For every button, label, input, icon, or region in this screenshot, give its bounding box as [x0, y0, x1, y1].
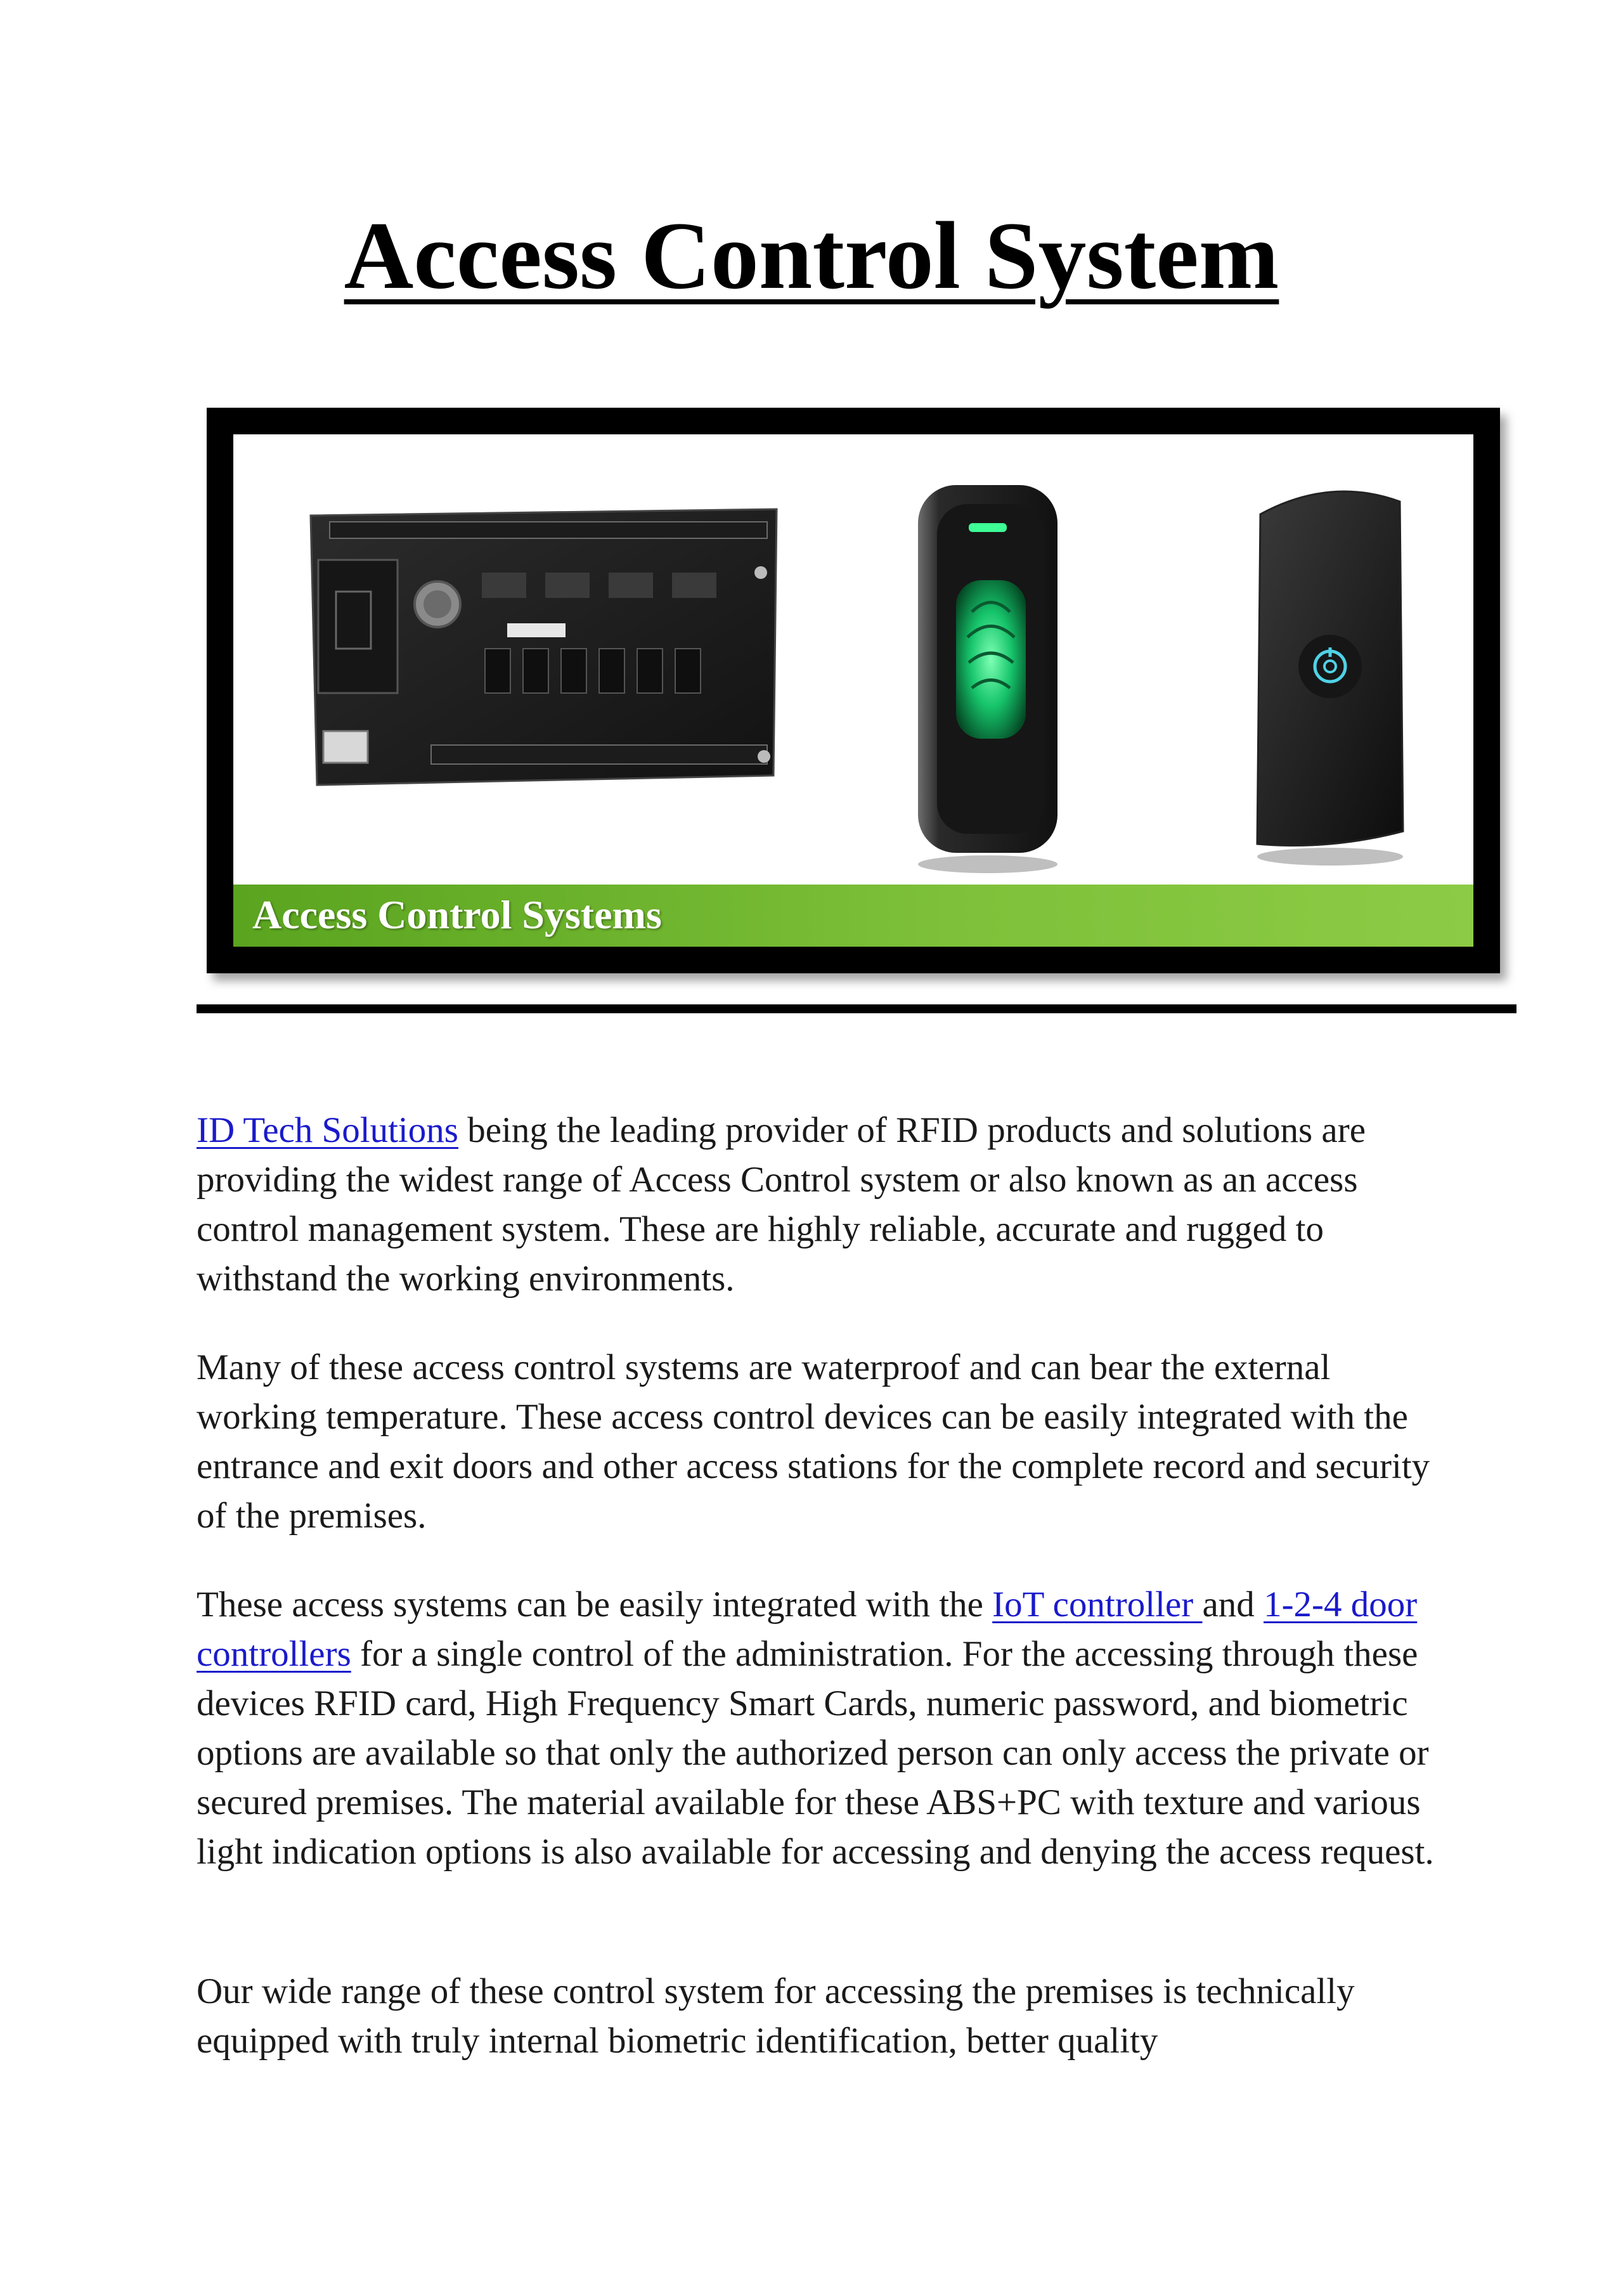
paragraph-integration-text-c: for a single control of the administration. For the accessing through these devices RFID card, High Frequency Smart Cards, numeric password, and biometric options are available so that only the authorized person can only access the private or secured premises. The material available for these ABS+PC with texture and various light indication options is also available for accessing and denying the access request. [197, 1634, 1434, 1872]
banner-image [207, 408, 1500, 973]
paragraph-waterproof: Many of these access control systems are waterproof and can bear the external working temperature. These access control devices can be easily integrated with the entrance and exit doors and other access stations for the complete record and security of the premises. [197, 1347, 1430, 1536]
banner-caption: Access Control Systems [252, 892, 662, 937]
paragraph-integration [197, 1580, 1458, 1877]
banner-caption-bar [233, 885, 1473, 947]
banner-inner [233, 434, 1473, 947]
paragraph-intro [197, 1106, 1458, 1304]
id-tech-solutions-link[interactable]: ID Tech Solutions [197, 1110, 458, 1150]
fingerprint-reader-image [893, 472, 1083, 878]
page-title: Access Control System [344, 202, 1279, 309]
paragraph-integration-text-b: and [1202, 1585, 1264, 1625]
controller-board-image [304, 496, 786, 795]
card-reader-image [1235, 476, 1425, 869]
paragraph-intro-text: being the leading provider of RFID products and solutions are providing the widest range of Access Control system or also known as an access control management system. These are highly reliable, accurate and rugged to withstand the working environments. [197, 1110, 1366, 1299]
door-controllers-link[interactable]: 1-2-4 door controllers [197, 1585, 1418, 1674]
section-divider [197, 1004, 1516, 1013]
paragraph-integration-text-a: These access systems can be easily integrated with the [197, 1585, 993, 1625]
paragraph-range: Our wide range of these control system for accessing the premises is technically equipped with truly internal biometric identification, better quality [197, 1971, 1355, 2061]
iot-controller-link[interactable]: IoT controller [992, 1585, 1203, 1625]
